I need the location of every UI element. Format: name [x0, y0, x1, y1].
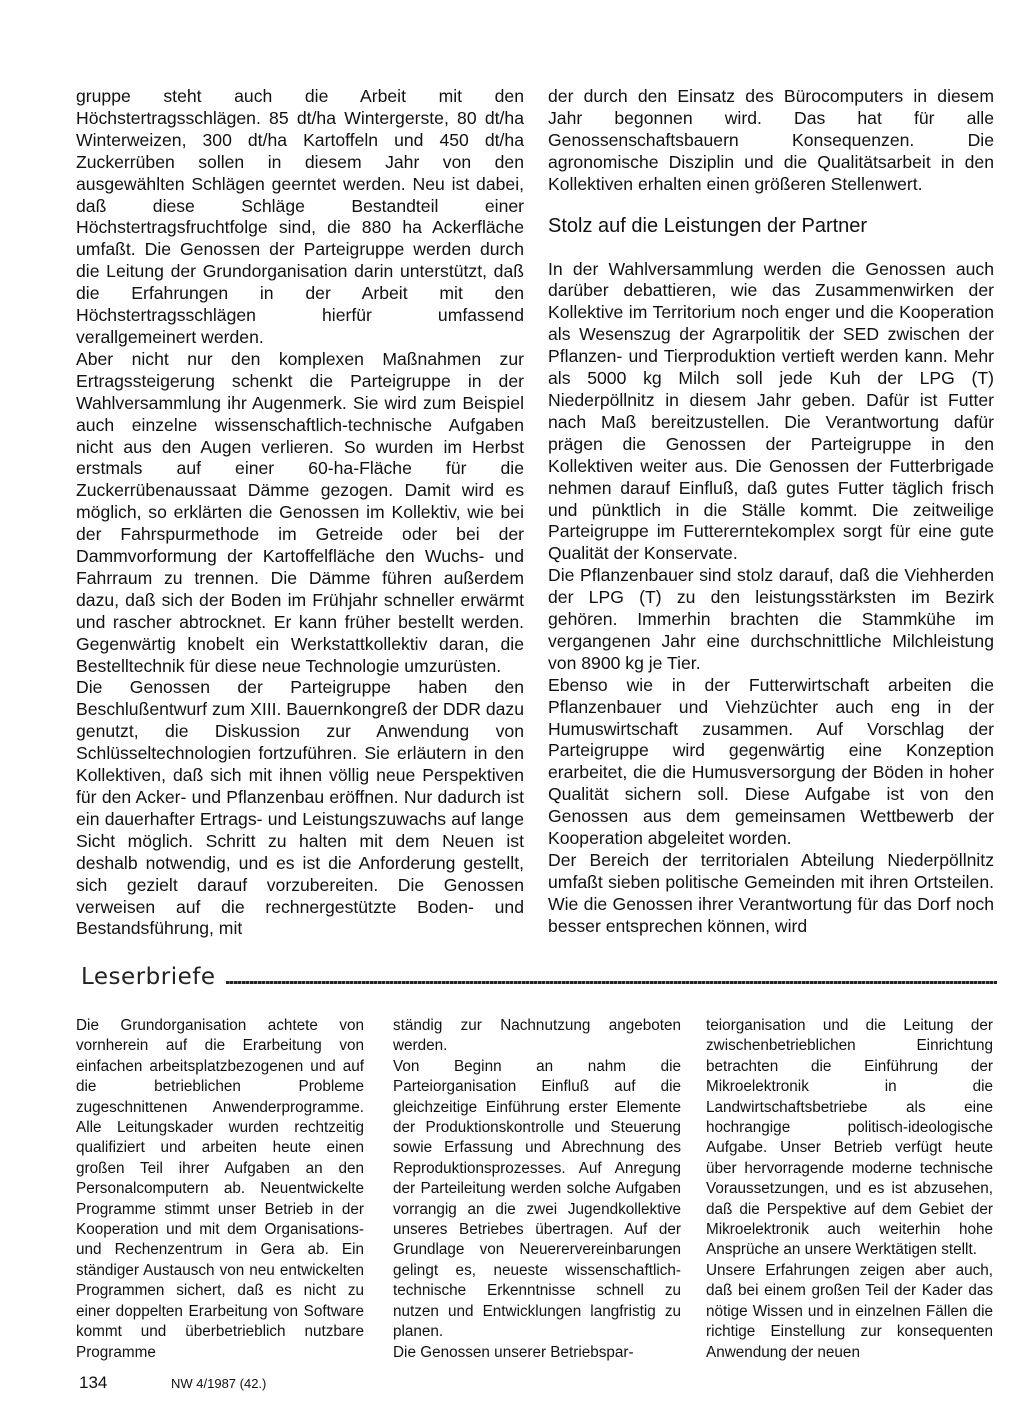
letter-column-2	[393, 1016, 681, 1361]
letter-paragraph: Die Grundorganisation achtete von vornherein auf die Erarbeitung von einfachen arbeitsplatzbezogenen und auf die betrieblichen Probleme zugeschnittenen Anwenderprogramme. Alle Leitungskader wurden rechtzeitig qualifiziert und arbeiten heute einen großen Teil ihrer Aufgaben an den Personalcomputern ab. Neuentwickelte Programme stimmt unser Betrieb in der Kooperation und mit dem Organisations- und Rechenzentrum in Gera ab. Ein ständiger Austausch von neu entwickelten Programmen sichert, daß es nicht zu einer doppelten Erarbeitung von Software kommt und überbetrieblich nutzbare Programme	[76, 1017, 364, 1361]
article-paragraph: Aber nicht nur den komplexen Maßnahmen zur Ertragssteigerung schenkt die Parteigruppe in der Wahlversammlung ihr Augenmerk. Sie wird zum Beispiel auch einzelne wissenschaftlich-technische Aufgaben nicht aus den Augen verlieren. So wurden im Herbst erstmals auf einer 60-ha-Fläche für die Zuckerrübenaussaat Dämme gezogen. Damit wird es möglich, so erklärten die Genossen im Kollektiv, wie bei der Fahrspurmethode im Getreide oder bei der Dammvorformung der Kartoffelfläche den Wuchs- und Fahrraum zu trennen. Die Dämme führen außerdem dazu, daß sich der Boden im Frühjahr schneller erwärmt und rascher abtrocknet. Er kann früher bestellt werden. Gegenwärtig knobelt ein Werkstattkollektiv daran, die Bestelltechnik für diese neue Technologie umzurüsten.	[76, 348, 524, 676]
article-paragraph: Die Pflanzenbauer sind stolz darauf, daß die Viehherden der LPG (T) zu den leistungsstärksten im Bezirk gehören. Immerhin brachten die Stammkühe im vergangenen Jahr eine durchschnittliche Milchleistung von 8900 kg je Tier.	[548, 565, 994, 673]
article-paragraph: der durch den Einsatz des Bürocomputers in diesem Jahr begonnen wird. Das hat für alle Genossenschaftsbauern Konsequenzen. Die agronomische Disziplin und die Qualitätsarbeit in den Kollektiven erhalten einen größeren Stellenwert.	[548, 86, 994, 194]
letter-paragraph: teiorganisation und die Leitung der zwischenbetrieblichen Einrichtung betrachten die Einführung der Mikroelektronik in die Landwirtschaftsbetriebe als eine hochrangige politisch-ideologische Aufgabe. Unser Betrieb verfügt heute über hervorragende moderne technische Voraussetzungen, und es ist abzusehen, daß die Perspektive auf dem Gebiet der Mikroelektronik auch weiterhin hohe Ansprüche an unsere Werktätigen stellt.	[706, 1017, 993, 1259]
article-paragraph: Die Genossen der Parteigruppe haben den Beschlußentwurf zum XIII. Bauernkongreß der DDR dazu genutzt, die Diskussion zur Anwendung von Schlüsseltechnologien fortzuführen. Sie erläutern in den Kollektiven, daß sich mit ihnen völlig neue Perspektiven für den Acker- und Pflanzenbau eröffnen. Nur dadurch ist ein dauerhafter Ertrags- und Leistungszuwachs auf lange Sicht möglich. Schritt zu halten mit dem Neuen ist deshalb notwendig, und es ist die Anforderung gestellt, sich gezielt darauf vorzubereiten. Die Genossen verweisen auf die rechnergestützte Boden- und Bestandsführung, mit	[76, 677, 524, 939]
article-left-column	[76, 86, 524, 946]
article-paragraph: In der Wahlversammlung werden die Genossen auch darüber debattieren, wie das Zusammenwirken der Kollektive im Territorium noch enger und die Kooperation als Wesenszug der Agrarpolitik der SED zwischen der Pflanzen- und Tierproduktion vertieft werden kann. Mehr als 5000 kg Milch soll jede Kuh der LPG (T) Niederpöllnitz in diesem Jahr geben. Dafür ist Futter nach Maß bereitzustellen. Die Verantwortung dafür prägen die Genossen der Parteigruppe in den Kollektiven weiter aus. Die Genossen der Futterbrigade nehmen darauf Einfluß, daß gutes Futter täglich frisch und pünktlich in die Ställe kommt. Die zeitweilige Parteigruppe im Futtererntekomplex sorgt für eine gute Qualität der Konservate.	[548, 258, 994, 564]
letter-column-1	[76, 1016, 364, 1361]
section-subheading: Stolz auf die Leistungen der Partner	[548, 214, 868, 237]
rubric-title: Leserbriefe	[81, 964, 216, 990]
article-paragraph: gruppe steht auch die Arbeit mit den Höchstertragsschlägen. 85 dt/ha Wintergerste, 80 dt/ha Winterweizen, 300 dt/ha Kartoffeln und 450 dt/ha Zuckerrüben sollen in diesem Jahr von den ausgewählten Schlägen geerntet werden. Neu ist dabei, daß diese Schläge Bestandteil einer Höchstertragsfruchtfolge sind, die 880 ha Ackerfläche umfaßt. Die Genossen der Parteigruppe werden durch die Leitung der Grundorganisation darin unterstützt, daß die Erfahrungen in der Arbeit mit den Höchstertragsschlägen hierfür umfassend verallgemeinert werden.	[76, 86, 524, 347]
article-right-column	[548, 86, 994, 946]
issue-reference: NW 4/1987 (42.)	[171, 1376, 267, 1391]
letters-rubric	[81, 962, 997, 992]
letter-column-3	[706, 1016, 993, 1361]
article-paragraph: Ebenso wie in der Futterwirtschaft arbeiten die Pflanzenbauer und Viehzüchter auch eng in der Humuswirtschaft zusammen. Auf Vorschlag der Parteigruppe wird gegenwärtig eine Konzeption erarbeitet, die die Humusversorgung der Böden in hoher Qualität sichern soll. Diese Aufgabe ist von den Genossen aus dem gemeinsamen Wettbewerb der Kooperation abgeleitet worden.	[548, 674, 994, 849]
letter-paragraph: Unsere Erfahrungen zeigen aber auch, daß bei einem großen Teil der Kader das nötige Wissen und in einzelnen Fällen die richtige Einstellung zur konsequenten Anwendung der neuen	[706, 1261, 993, 1361]
page-number: 134	[79, 1373, 108, 1392]
rubric-rule	[226, 981, 998, 984]
letter-paragraph: ständig zur Nachnutzung angeboten werden.	[393, 1017, 681, 1055]
letter-paragraph: Die Genossen unserer Betriebspar-	[393, 1343, 634, 1361]
article-paragraph: Der Bereich der territorialen Abteilung Niederpöllnitz umfaßt sieben politische Gemeinden mit ihren Ortsteilen. Wie die Genossen ihrer Verantwortung für das Dorf noch besser entsprechen können, wird	[548, 850, 994, 936]
letter-paragraph: Von Beginn an nahm die Parteiorganisation Einfluß auf die gleichzeitige Einführung erster Elemente der Produktionskontrolle und Steuerung sowie Erfassung und Abrechnung des Reproduktionsprozesses. Auf Anregung der Parteileitung werden solche Aufgaben vorrangig an die zwei Jugendkollektive unseres Betriebes übertragen. Auf der Grundlage von Neuerervereinbarungen gelingt es, neueste wissenschaftlich-technische Erkenntnisse schnell zu nutzen und Entwicklungen langfristig zu planen.	[393, 1057, 681, 1341]
